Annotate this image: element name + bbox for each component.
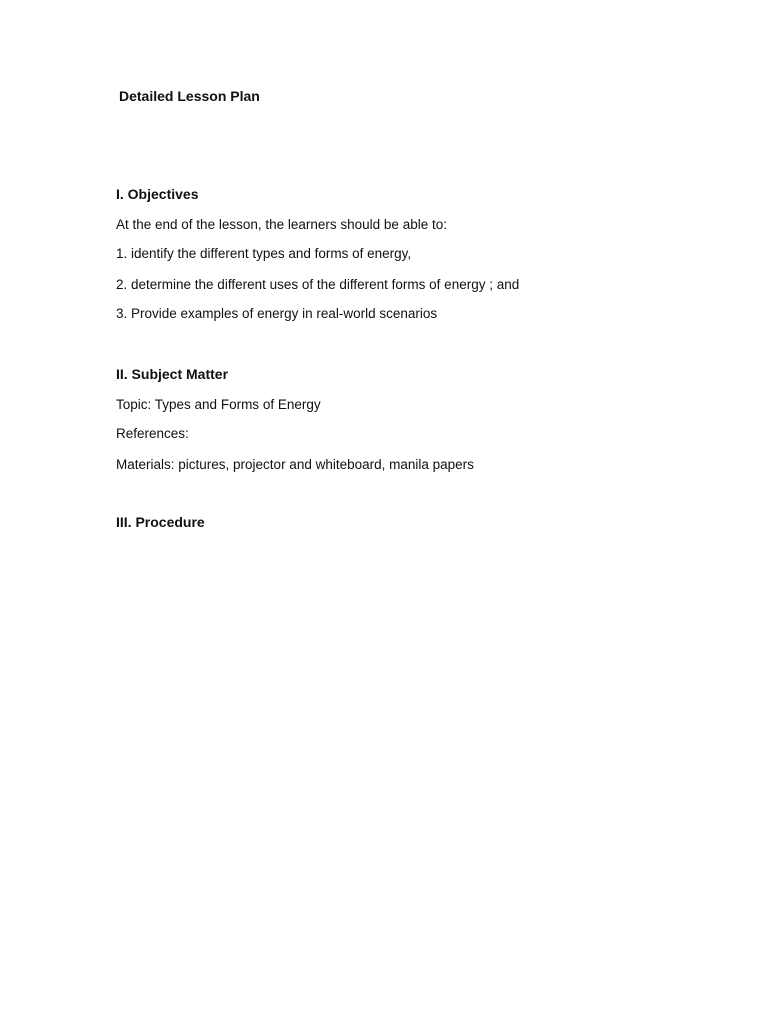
subject-references: References: bbox=[116, 426, 189, 441]
subject-materials: Materials: pictures, projector and whiteboard, manila papers bbox=[116, 457, 474, 472]
procedure-heading: III. Procedure bbox=[116, 514, 205, 530]
subject-topic: Topic: Types and Forms of Energy bbox=[116, 397, 321, 412]
objective-item-2: 2. determine the different uses of the different forms of energy ; and bbox=[116, 277, 520, 292]
document-title: Detailed Lesson Plan bbox=[119, 88, 260, 104]
objectives-intro: At the end of the lesson, the learners should be able to: bbox=[116, 217, 447, 232]
objective-item-1: 1. identify the different types and forms of energy, bbox=[116, 246, 412, 261]
objectives-heading: I. Objectives bbox=[116, 186, 199, 202]
objective-item-3: 3. Provide examples of energy in real-world scenarios bbox=[116, 306, 438, 321]
subject-matter-heading: II. Subject Matter bbox=[116, 366, 229, 382]
